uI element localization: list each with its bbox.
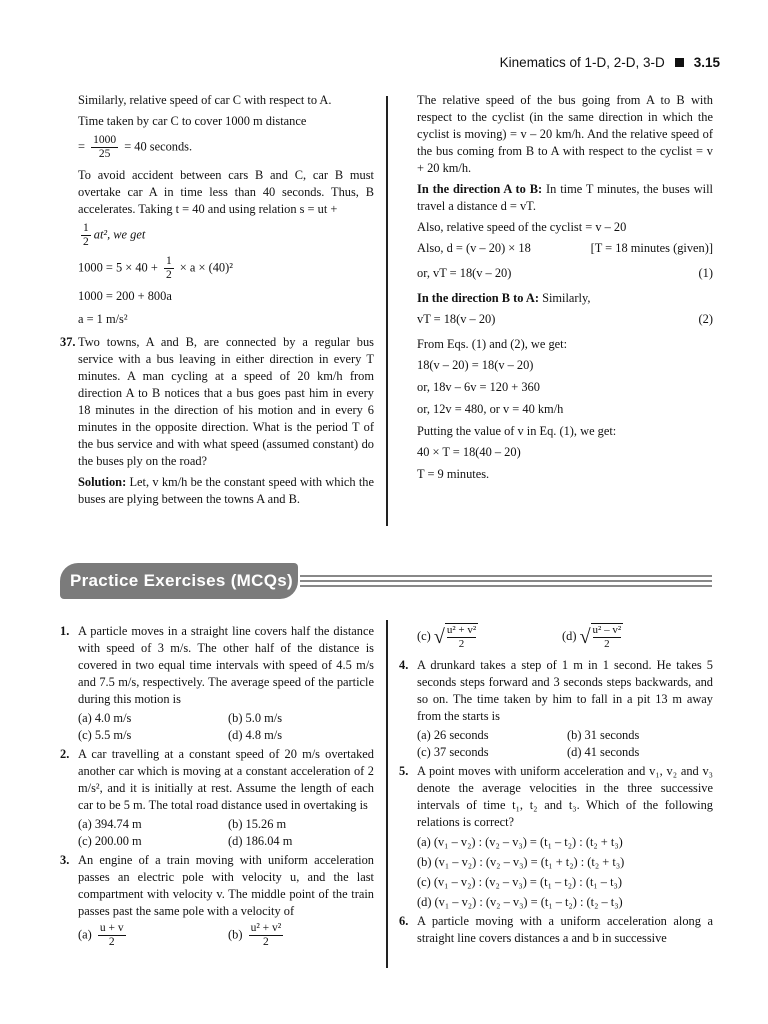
mcq-right-column [399, 623, 713, 949]
chapter-title: Kinematics of 1-D, 2-D, 3-D [499, 55, 665, 70]
text-line: Also, relative speed of the cyclist = v – 20 [417, 220, 627, 234]
text-para: The relative speed of the bus going from A to B with respect to the cyclist (in the same direction in which the cyclist is moving) = v – 20 km/h. And the relative speed of the bus coming from B to A with respect to the cyclist = v + 20 km/h. [417, 93, 713, 175]
direction-ab: In the direction A to B: In time T minutes, the buses will travel a distance d = vT. [417, 182, 713, 213]
direction-ba: In the direction B to A: Similarly, [417, 291, 591, 305]
q3-options-ab [78, 922, 374, 949]
column-divider [386, 96, 388, 526]
equation-b: or, vT = 18(v – 20) (1) [417, 266, 713, 280]
option[interactable]: (b) (v₁ – v₂) : (v₂ – v₃) = (t₁ + t₂) : (t₂ + t₃) [417, 855, 625, 869]
option[interactable]: (c) 5.5 m/s [78, 728, 132, 742]
text-line: Similarly, relative speed of car C with respect to A. [78, 93, 332, 107]
option[interactable]: (d) 4.8 m/s [228, 728, 283, 742]
q2-options [78, 816, 374, 850]
banner-rule [300, 585, 712, 587]
question-5: 5. A point moves with uniform acceleration and v₁, v₂ and v₃ denote the average velocities in the three successive intervals of time t₁, t₂ and t₃. Which of the following relations is correct? [399, 764, 713, 829]
text-line: Putting the value of v in Eq. (1), we get: [417, 424, 617, 438]
question-37: 37. Two towns, A and B, are connected by a regular bus service with a bus leaving in either direction in every T minutes. A man cycling at a speed of 20 km/h from direction A to B notices that a bus goes past him in every 18 minutes in the direction of his motion and in every 6 minutes in the opposite direction. What is the period T of the bus service and with what speed (assumed constant) do the buses ply on the road? [60, 335, 374, 468]
equation-d: 18(v – 20) = 18(v – 20) [417, 358, 534, 372]
option[interactable]: (d) (v₁ – v₂) : (v₂ – v₃) = (t₁ – t₂) : (t₂ – t₃) [417, 895, 623, 909]
option[interactable]: (a) 4.0 m/s [78, 711, 132, 725]
banner-rule [300, 580, 712, 582]
equation-f: or, 12v = 480, or v = 40 km/h [417, 402, 564, 416]
option[interactable]: (b) 15.26 m [228, 817, 287, 831]
option[interactable]: (c) √ u² + v² 2 [417, 624, 477, 650]
text-line: From Eqs. (1) and (2), we get: [417, 337, 568, 351]
option[interactable]: (a) (v₁ – v₂) : (v₂ – v₃) = (t₁ – t₂) : (t₂ + t₃) [417, 835, 623, 849]
solution-37: Solution: Let, v km/h be the constant speed with which the buses are plying between the towns A and B. [78, 475, 374, 506]
question-6: 6. A particle moving with a uniform acceleration along a straight line covers distances a and b in successive [399, 914, 713, 945]
q1-options [78, 710, 374, 744]
option[interactable]: (a) 26 seconds [417, 728, 489, 742]
banner-rule [300, 575, 712, 577]
option[interactable]: (b) $\frac{\text{u² + v²}}{2}$ [228, 922, 282, 948]
mcq-left-column [60, 623, 374, 951]
sqrt-icon: √ [579, 626, 591, 648]
equation-relation: $\frac{1}{2}$ at², we get [83, 222, 146, 248]
column-divider [386, 620, 388, 968]
left-column-top [60, 92, 374, 512]
question-1: 1. A particle moves in a straight line covers half the distance with speed of 3 m/s. The other half of the distance is covered in two equal time intervals with speed of 4.5 m/s and 7.5 m/s, respectively. The average speed of the particle during this motion is [60, 624, 374, 706]
text-para: To avoid accident between cars B and C, car B must overtake car A in time less than 40 seconds. Thus, B accelerates. Taking t = 40 and using relation s = ut + [78, 168, 374, 216]
equation-time: = $\frac{1000}{25}$ = 40 seconds. [78, 134, 193, 160]
equation-g: 40 × T = 18(40 – 20) [417, 445, 521, 459]
text-line: Time taken by car C to cover 1000 m distance [78, 114, 307, 128]
equation-e: or, 18v – 6v = 120 + 360 [417, 380, 540, 394]
equation-h: T = 9 minutes. [417, 467, 490, 481]
equation-3: a = 1 m/s² [78, 312, 128, 326]
option[interactable]: (d) √ u² – v² 2 [562, 624, 622, 650]
page-number: 3.15 [693, 55, 720, 70]
option[interactable]: (d) 186.04 m [228, 834, 293, 848]
option[interactable]: (b) 31 seconds [567, 728, 640, 742]
question-2: 2. A car travelling at a constant speed of 20 m/s overtaked another car which is moving at a constant acceleration of 2 m/s², and it is initially at rest. Assume the length of each car to be 5 m. The total road distance used in overtaking is [60, 747, 374, 812]
square-bullet-icon [675, 58, 684, 67]
question-4: 4. A drunkard takes a step of 1 m in 1 second. He takes 5 seconds steps forward and 3 seconds steps backwards, and so on. The time taken by him to fall in a pit 13 m away from the starts is [399, 658, 713, 723]
section-title: Practice Exercises (MCQs) [60, 563, 298, 599]
option[interactable]: (b) 5.0 m/s [228, 711, 283, 725]
equation-c: vT = 18(v – 20) (2) [417, 312, 713, 326]
option[interactable]: (d) 41 seconds [567, 745, 640, 759]
q3-options-cd [417, 623, 713, 651]
equation-1: 1000 = 5 × 40 + $\frac{1}{2}$ × a × (40)² [78, 255, 233, 281]
option[interactable]: (a) $\frac{u + v}{2}$ [78, 922, 124, 948]
option[interactable]: (c) 37 seconds [417, 745, 489, 759]
option[interactable]: (a) 394.74 m [78, 817, 142, 831]
section-banner [60, 563, 712, 603]
running-header [500, 55, 720, 70]
q4-options [417, 727, 713, 761]
sqrt-icon: √ [433, 626, 445, 648]
question-3: 3. An engine of a train moving with uniform acceleration passes an electric pole with velocity u, and the last compartment with velocity v. The middle point of the train passes past the same pole with a velocity of [60, 853, 374, 918]
option[interactable]: (c) (v₁ – v₂) : (v₂ – v₃) = (t₁ – t₂) : (t₁ – t₃) [417, 875, 622, 889]
equation-a: Also, d = (v – 20) × 18 [T = 18 minutes (given)] [417, 241, 713, 255]
equation-2: 1000 = 200 + 800a [78, 289, 172, 303]
option[interactable]: (c) 200.00 m [78, 834, 142, 848]
right-column-top [417, 92, 713, 488]
